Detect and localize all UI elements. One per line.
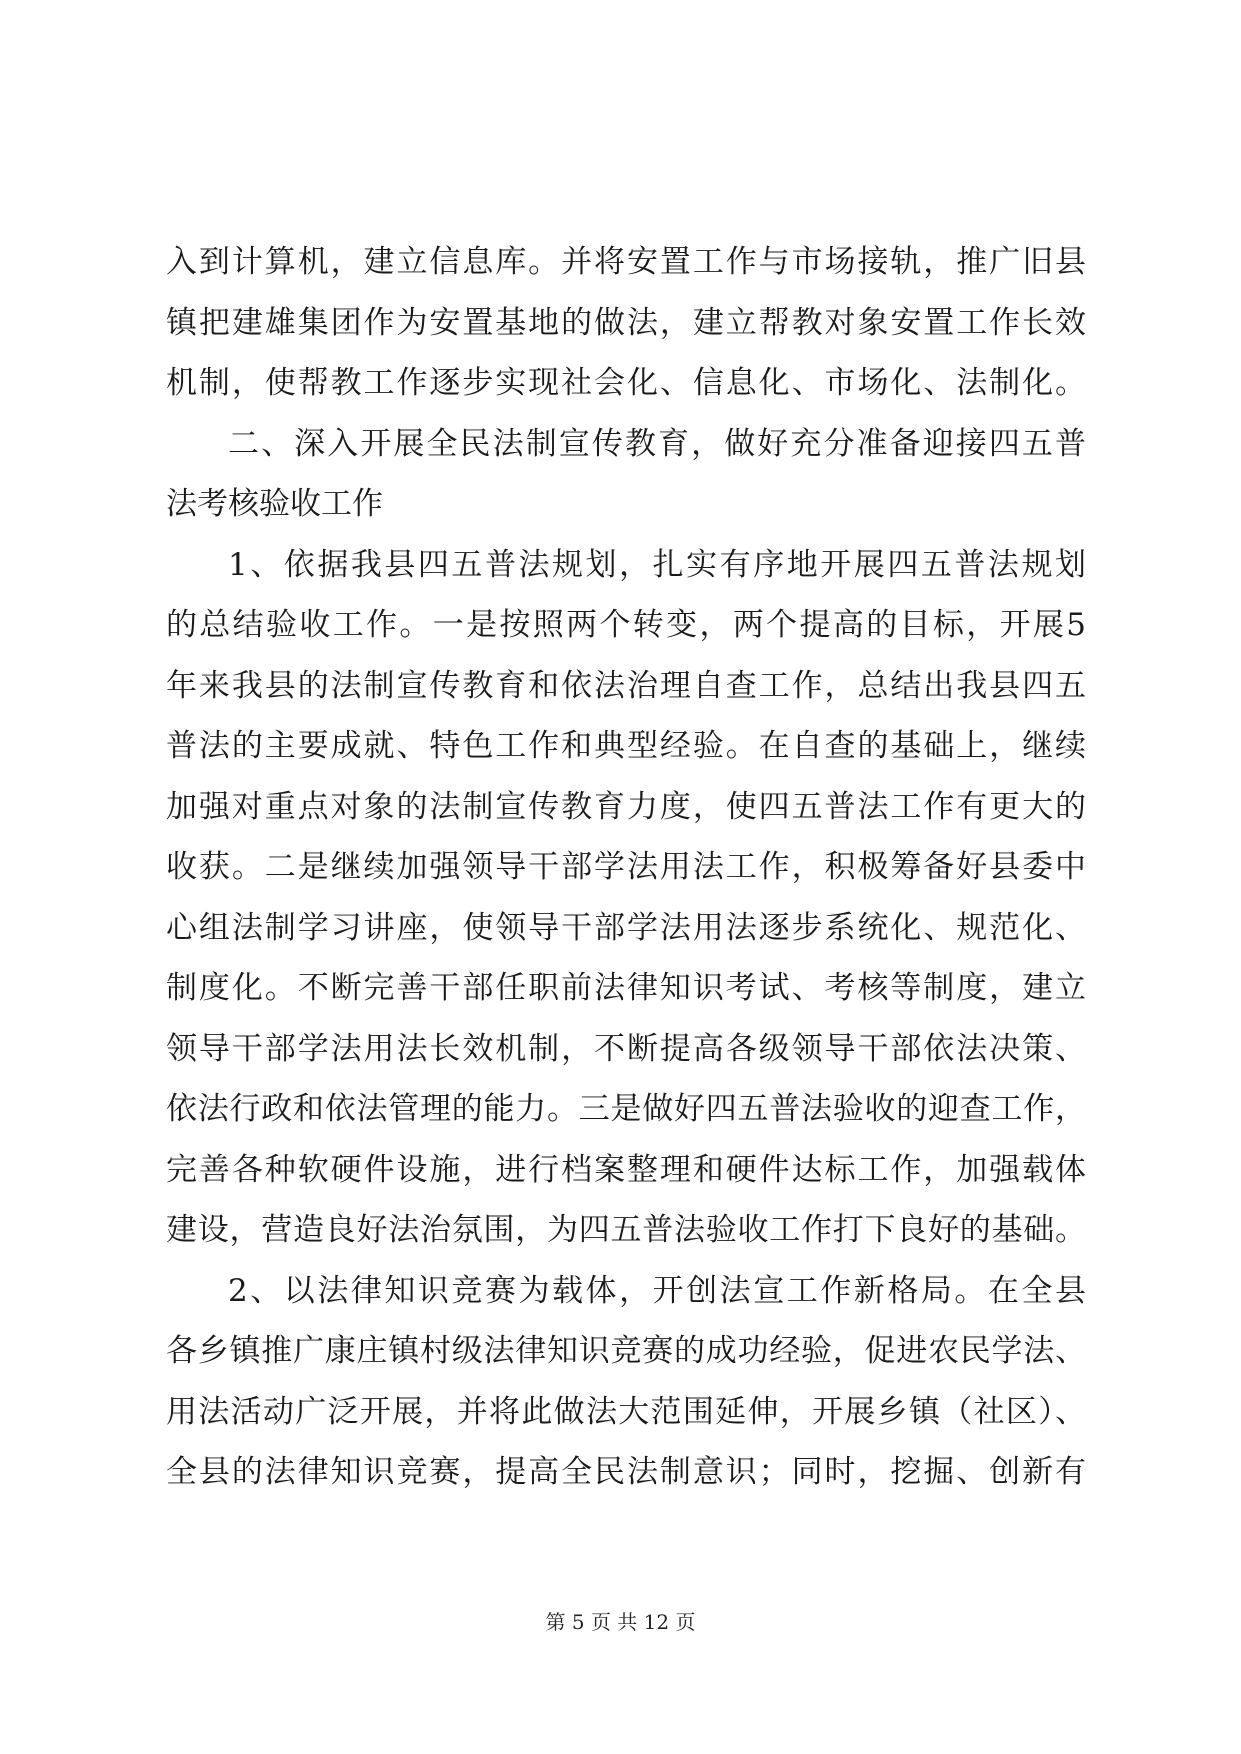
document-body (166, 232, 1086, 1503)
text-line: 入到计算机，建立信息库。并将安置工作与市场接轨，推广旧县 (166, 244, 1086, 280)
text-line: 年来我县的法制宣传教育和依法治理自查工作，总结出我县四五 (166, 667, 1086, 704)
text-line: 2、以法律知识竞赛为载体，开创法宣工作新格局。在全县 (228, 1272, 1086, 1309)
text-line: 全县的法律知识竞赛，提高全民法制意识；同时，挖掘、创新有 (166, 1454, 1086, 1490)
text-line: 普法的主要成就、特色工作和典型经验。在自查的基础上，继续 (166, 728, 1086, 764)
text-line: 收获。二是继续加强领导干部学法用法工作，积极筹备好县委中 (166, 849, 1086, 885)
text-line: 的总结验收工作。一是按照两个转变，两个提高的目标，开展5 (166, 607, 1086, 643)
text-line: 1、依据我县四五普法规划，扎实有序地开展四五普法规划 (228, 546, 1086, 583)
text-line: 完善各种软硬件设施，进行档案整理和硬件达标工作，加强载体 (166, 1151, 1086, 1188)
text-line: 用法活动广泛开展，并将此做法大范围延伸，开展乡镇（社区）、 (166, 1393, 1086, 1430)
text-line: 机制，使帮教工作逐步实现社会化、信息化、市场化、法制化。 (166, 365, 1086, 401)
text-line: 法考核验收工作 (166, 486, 383, 522)
text-line: 领导干部学法用法长效机制，不断提高各级领导干部依法决策、 (166, 1030, 1086, 1067)
text-line: 依法行政和依法管理的能力。三是做好四五普法验收的迎查工作， (166, 1091, 1086, 1127)
text-line: 加强对重点对象的法制宣传教育力度，使四五普法工作有更大的 (166, 788, 1086, 825)
text-line: 制度化。不断完善干部任职前法律知识考试、考核等制度，建立 (166, 970, 1086, 1006)
text-line: 二、深入开展全民法制宣传教育，做好充分准备迎接四五普 (228, 425, 1086, 462)
page-footer: 第 5 页 共 12 页 (545, 1610, 696, 1634)
text-line: 镇把建雄集团作为安置基地的做法，建立帮教对象安置工作长效 (166, 304, 1086, 341)
text-line: 建设，营造良好法治氛围，为四五普法验收工作打下良好的基础。 (166, 1212, 1086, 1248)
text-line: 心组法制学习讲座，使领导干部学法用法逐步系统化、规范化、 (166, 909, 1086, 946)
text-line: 各乡镇推广康庄镇村级法律知识竞赛的成功经验，促进农民学法、 (166, 1333, 1086, 1369)
